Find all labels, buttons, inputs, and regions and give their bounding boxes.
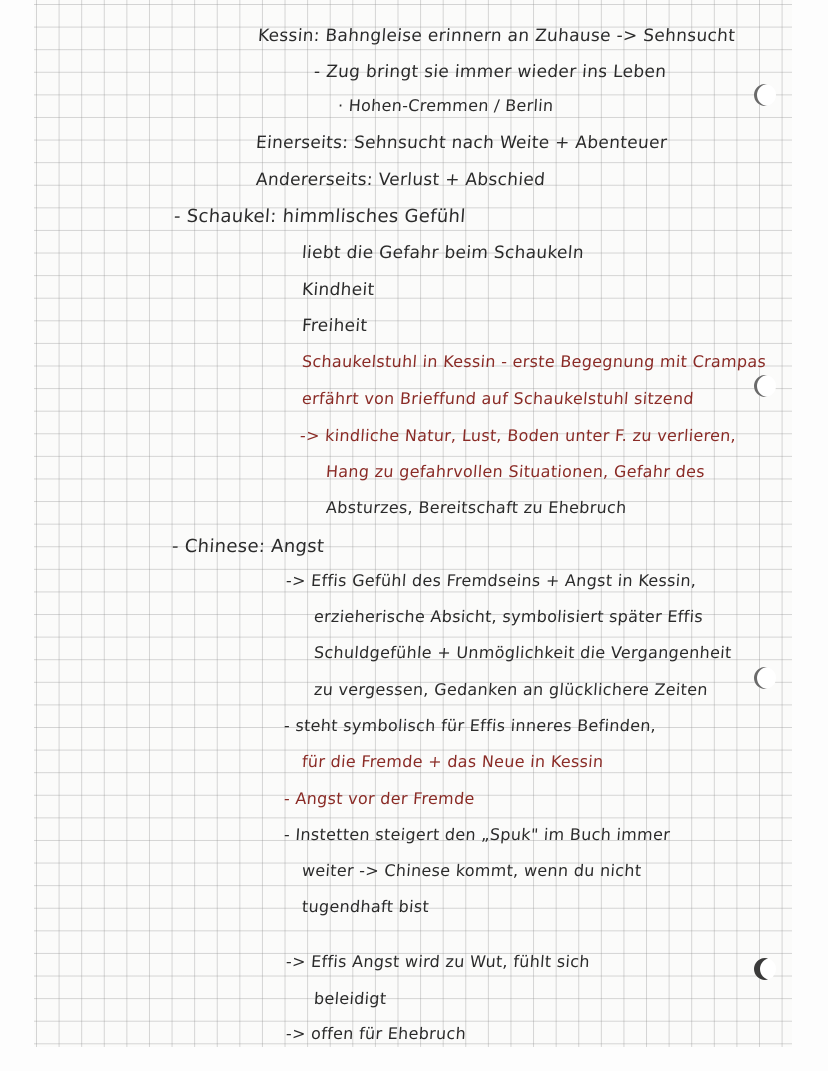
note-line-kessin: Kessin: Bahngleise erinnern an Zuhause -> Sehnsucht [257, 26, 736, 46]
note-line-symbolisch: - steht symbolisch für Effis inneres Befinden, [283, 716, 657, 735]
note-heading-schaukel: - Schaukel: himmlisches Gefühl [173, 206, 467, 227]
note-line-fremde-neue: für die Fremde + das Neue in Kessin [301, 752, 605, 771]
note-line-schaukelstuhl: Schaukelstuhl in Kessin - erste Begegnung mit Crampas [301, 352, 767, 371]
note-line-andererseits: Andererseits: Verlust + Abschied [255, 170, 546, 190]
note-line-weiter: weiter -> Chinese kommt, wenn du nicht [301, 861, 643, 880]
note-line-brieffund: erfährt von Brieffund auf Schaukelstuhl sitzend [301, 389, 695, 408]
note-line-hohen-cremmen: · Hohen-Cremmen / Berlin [337, 96, 555, 115]
note-line-absturzes: Absturzes, Bereitschaft zu Ehebruch [325, 498, 628, 517]
left-margin [0, 0, 34, 1071]
note-line-schuldgefuehle: Schuldgefühle + Unmöglichkeit die Vergangenheit [313, 643, 733, 662]
note-line-ehebruch: -> offen für Ehebruch [285, 1024, 467, 1043]
note-line-instetten: - Instetten steigert den „Spuk" im Buch immer [283, 825, 671, 844]
note-line-hang: Hang zu gefahrvollen Situationen, Gefahr des [325, 462, 706, 481]
note-line-vergessen: zu vergessen, Gedanken an glücklichere Zeiten [313, 680, 709, 699]
note-line-angst-fremde: - Angst vor der Fremde [283, 789, 476, 808]
punch-hole-icon [754, 667, 776, 689]
note-line-kindheit: Kindheit [301, 280, 376, 300]
bottom-margin [0, 1047, 828, 1071]
note-line-einerseits: Einerseits: Sehnsucht nach Weite + Abenteuer [255, 133, 668, 153]
note-line-fremdsein: -> Effis Gefühl des Fremdseins + Angst in Kessin, [285, 571, 698, 590]
note-line-zug: - Zug bringt sie immer wieder ins Leben [313, 62, 667, 82]
note-line-erzieherisch: erzieherische Absicht, symbolisiert später Effis [313, 607, 704, 626]
punch-hole-icon [754, 375, 776, 397]
note-line-tugendhaft: tugendhaft bist [301, 897, 430, 916]
note-heading-chinese: - Chinese: Angst [171, 536, 326, 557]
note-line-beleidigt: beleidigt [313, 989, 388, 1008]
punch-hole-icon [754, 84, 776, 106]
note-line-kindliche-natur: -> kindliche Natur, Lust, Boden unter F. zu verlieren, [299, 426, 737, 445]
note-line-wut: -> Effis Angst wird zu Wut, fühlt sich [285, 952, 591, 971]
right-margin [792, 0, 828, 1071]
punch-hole-icon [754, 958, 776, 980]
note-line-gefahr: liebt die Gefahr beim Schaukeln [301, 243, 585, 263]
note-line-freiheit: Freiheit [301, 316, 369, 336]
